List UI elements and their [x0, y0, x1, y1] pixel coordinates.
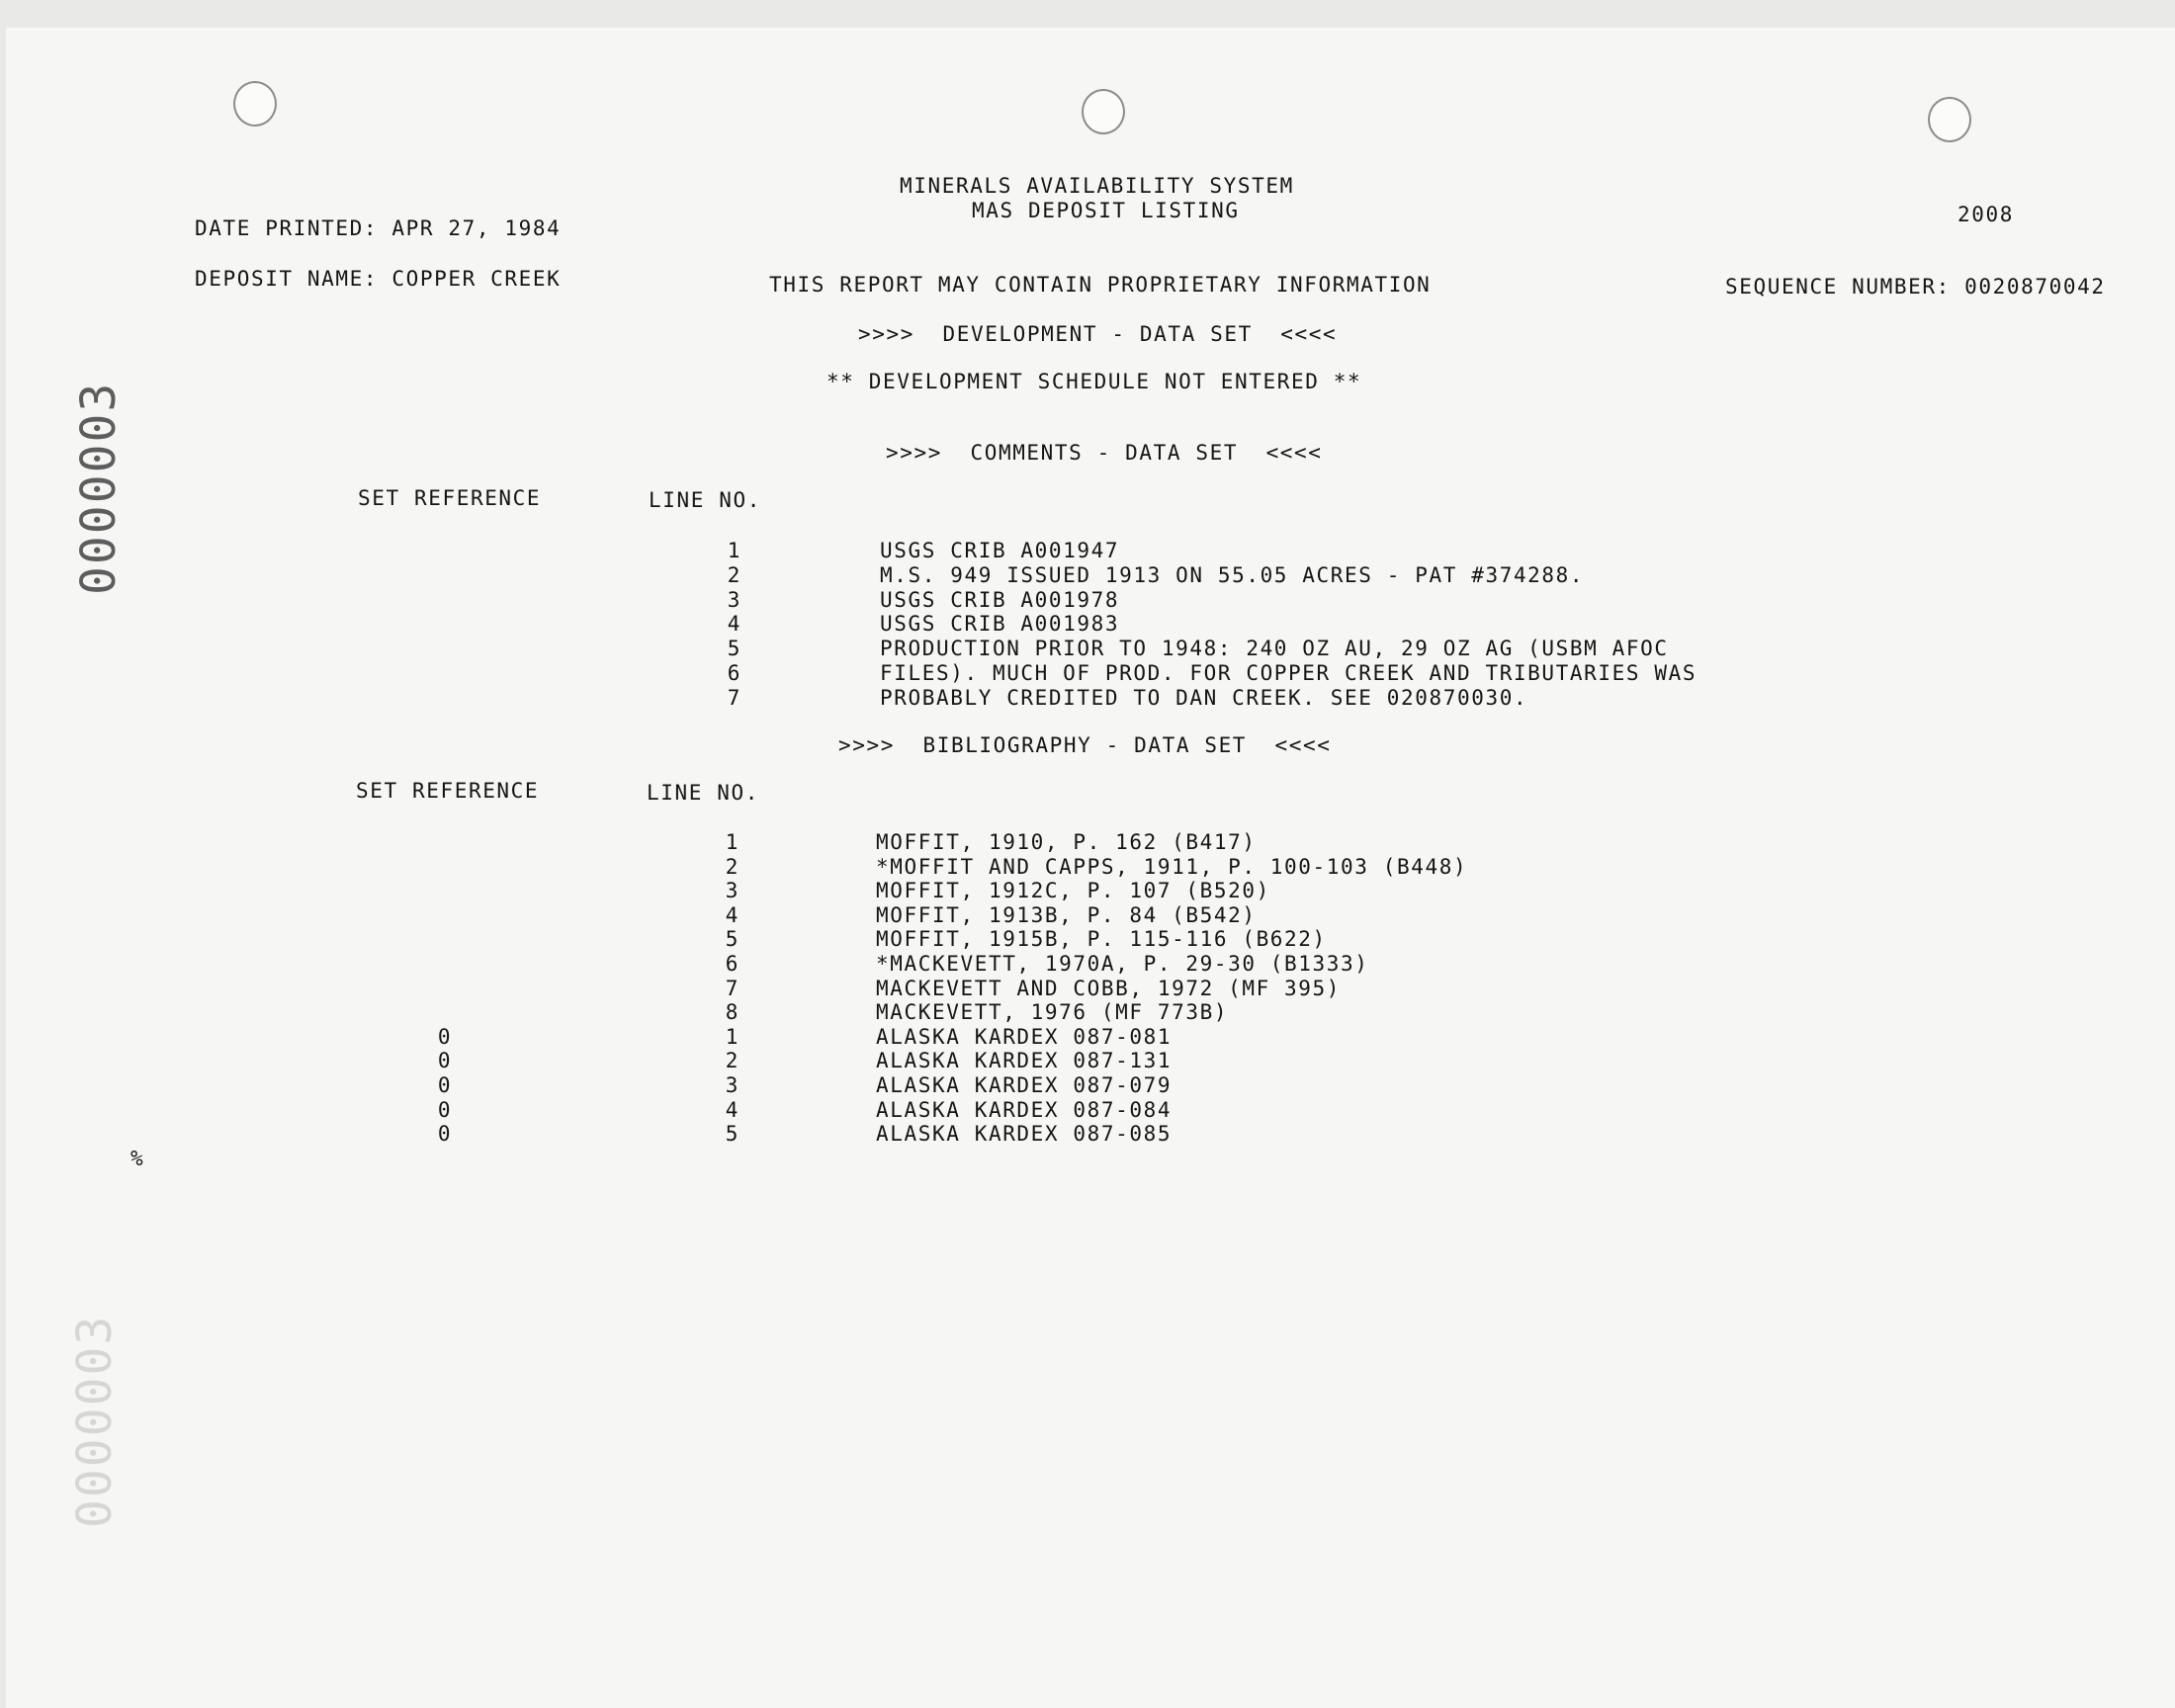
- table-row: [6, 637, 2175, 660]
- comments-heading: >>>> COMMENTS - DATA SET <<<<: [886, 441, 1323, 465]
- entry-text-cell: ALASKA KARDEX 087-131: [876, 1049, 1173, 1073]
- line-number-cell: 4: [725, 902, 740, 927]
- table-row: [6, 1025, 2175, 1049]
- microfilm-frame-number-ghost: 0000003: [67, 1314, 123, 1528]
- entry-text-cell: *MACKEVETT, 1970A, P. 29-30 (B1333): [876, 952, 1369, 976]
- line-number-cell: 4: [727, 612, 741, 637]
- bibliography-col-line-no: LINE NO.: [647, 781, 759, 805]
- set-reference-cell: 0: [437, 1122, 453, 1147]
- listing-title: MAS DEPOSIT LISTING: [972, 199, 1240, 222]
- line-number-cell: 3: [725, 879, 740, 903]
- table-row: [6, 1122, 2175, 1146]
- entry-text-cell: MOFFIT, 1910, P. 162 (B417): [876, 830, 1257, 854]
- date-printed-label: DATE PRINTED:: [194, 216, 379, 240]
- table-row: [6, 1049, 2175, 1072]
- report-sheet: [6, 28, 2175, 1708]
- table-row: [6, 686, 2175, 710]
- line-number-cell: 3: [725, 1073, 740, 1097]
- table-row: [6, 879, 2175, 902]
- comments-col-line-no: LINE NO.: [649, 488, 761, 512]
- line-number-cell: 7: [727, 685, 741, 710]
- system-title: MINERALS AVAILABILITY SYSTEM: [900, 174, 1294, 198]
- table-row: [6, 855, 2175, 879]
- entry-text-cell: MOFFIT, 1913B, P. 84 (B542): [876, 902, 1257, 927]
- table-row: [6, 539, 2175, 562]
- line-number-cell: 3: [727, 587, 741, 612]
- sequence-number: [1669, 251, 2106, 322]
- bibliography-col-set-reference: SET REFERENCE: [356, 779, 540, 803]
- entry-text-cell: ALASKA KARDEX 087-081: [876, 1024, 1173, 1049]
- table-row: [6, 612, 2175, 636]
- table-row: [6, 1073, 2175, 1097]
- microfilm-frame-number: 0000003: [71, 381, 127, 595]
- entry-text-cell: MOFFIT, 1912C, P. 107 (B520): [876, 879, 1270, 903]
- set-reference-cell: 0: [437, 1073, 453, 1097]
- deposit-name-label: DEPOSIT NAME:: [194, 267, 379, 291]
- line-number-cell: 2: [725, 1049, 740, 1073]
- entry-text-cell: ALASKA KARDEX 087-085: [876, 1122, 1173, 1147]
- set-reference-cell: 0: [437, 1097, 453, 1122]
- report-code: 2008: [1958, 203, 2014, 226]
- table-row: [6, 830, 2175, 854]
- development-heading: >>>> DEVELOPMENT - DATA SET <<<<: [858, 322, 1338, 346]
- entry-text-cell: MACKEVETT AND COBB, 1972 (MF 395): [876, 976, 1342, 1000]
- punch-hole-right: [1928, 97, 1971, 142]
- table-row: [6, 903, 2175, 927]
- end-marker: %: [130, 1147, 145, 1170]
- table-row: [6, 1000, 2175, 1024]
- line-number-cell: 7: [725, 976, 740, 1000]
- sequence-number-value: 0020870042: [1964, 275, 2106, 299]
- entry-text-cell: MOFFIT, 1915B, P. 115-116 (B622): [876, 927, 1327, 952]
- line-number-cell: 1: [725, 830, 740, 854]
- table-row: [6, 927, 2175, 951]
- line-number-cell: 6: [727, 661, 741, 685]
- table-row: [6, 1098, 2175, 1122]
- entry-text-cell: ALASKA KARDEX 087-084: [876, 1097, 1173, 1122]
- line-number-cell: 5: [725, 1122, 740, 1147]
- table-row: [6, 952, 2175, 976]
- line-number-cell: 2: [727, 562, 741, 587]
- sequence-number-label: SEQUENCE NUMBER:: [1724, 275, 1951, 299]
- entry-text-cell: MACKEVETT, 1976 (MF 773B): [876, 1000, 1229, 1025]
- line-number-cell: 5: [725, 927, 740, 952]
- line-number-cell: 8: [725, 1000, 740, 1025]
- punch-hole-left: [233, 81, 277, 127]
- table-row: [6, 563, 2175, 587]
- table-row: [6, 977, 2175, 1000]
- entry-text-cell: USGS CRIB A001947: [880, 539, 1120, 562]
- line-number-cell: 6: [725, 952, 740, 976]
- development-note: ** DEVELOPMENT SCHEDULE NOT ENTERED **: [826, 370, 1362, 393]
- entry-text-cell: ALASKA KARDEX 087-079: [876, 1073, 1173, 1097]
- table-row: [6, 661, 2175, 685]
- comments-col-set-reference: SET REFERENCE: [358, 486, 542, 510]
- line-number-cell: 2: [725, 854, 740, 879]
- table-row: [6, 588, 2175, 612]
- entry-text-cell: USGS CRIB A001978: [880, 587, 1120, 612]
- line-number-cell: 1: [727, 539, 741, 562]
- entry-text-cell: *MOFFIT AND CAPPS, 1911, P. 100-103 (B448): [876, 854, 1468, 879]
- deposit-name: [138, 243, 561, 314]
- date-printed-value: APR 27, 1984: [392, 216, 562, 240]
- line-number-cell: 5: [727, 637, 741, 661]
- deposit-name-value: COPPER CREEK: [392, 267, 562, 291]
- entry-text-cell: PRODUCTION PRIOR TO 1948: 240 OZ AU, 29 OZ AG (USBM AFOC: [880, 637, 1669, 661]
- line-number-cell: 4: [725, 1097, 740, 1122]
- entry-text-cell: FILES). MUCH OF PROD. FOR COPPER CREEK AND TRIBUTARIES WAS: [880, 661, 1697, 685]
- punch-hole-center: [1082, 89, 1125, 134]
- entry-text-cell: PROBABLY CREDITED TO DAN CREEK. SEE 020870030.: [880, 685, 1528, 710]
- line-number-cell: 1: [725, 1024, 740, 1049]
- set-reference-cell: 0: [437, 1024, 453, 1049]
- entry-text-cell: USGS CRIB A001983: [880, 612, 1120, 637]
- entry-text-cell: M.S. 949 ISSUED 1913 ON 55.05 ACRES - PAT #374288.: [880, 562, 1585, 587]
- set-reference-cell: 0: [437, 1049, 453, 1073]
- bibliography-heading: >>>> BIBLIOGRAPHY - DATA SET <<<<: [838, 733, 1332, 757]
- proprietary-notice: THIS REPORT MAY CONTAIN PROPRIETARY INFORMATION: [769, 273, 1432, 297]
